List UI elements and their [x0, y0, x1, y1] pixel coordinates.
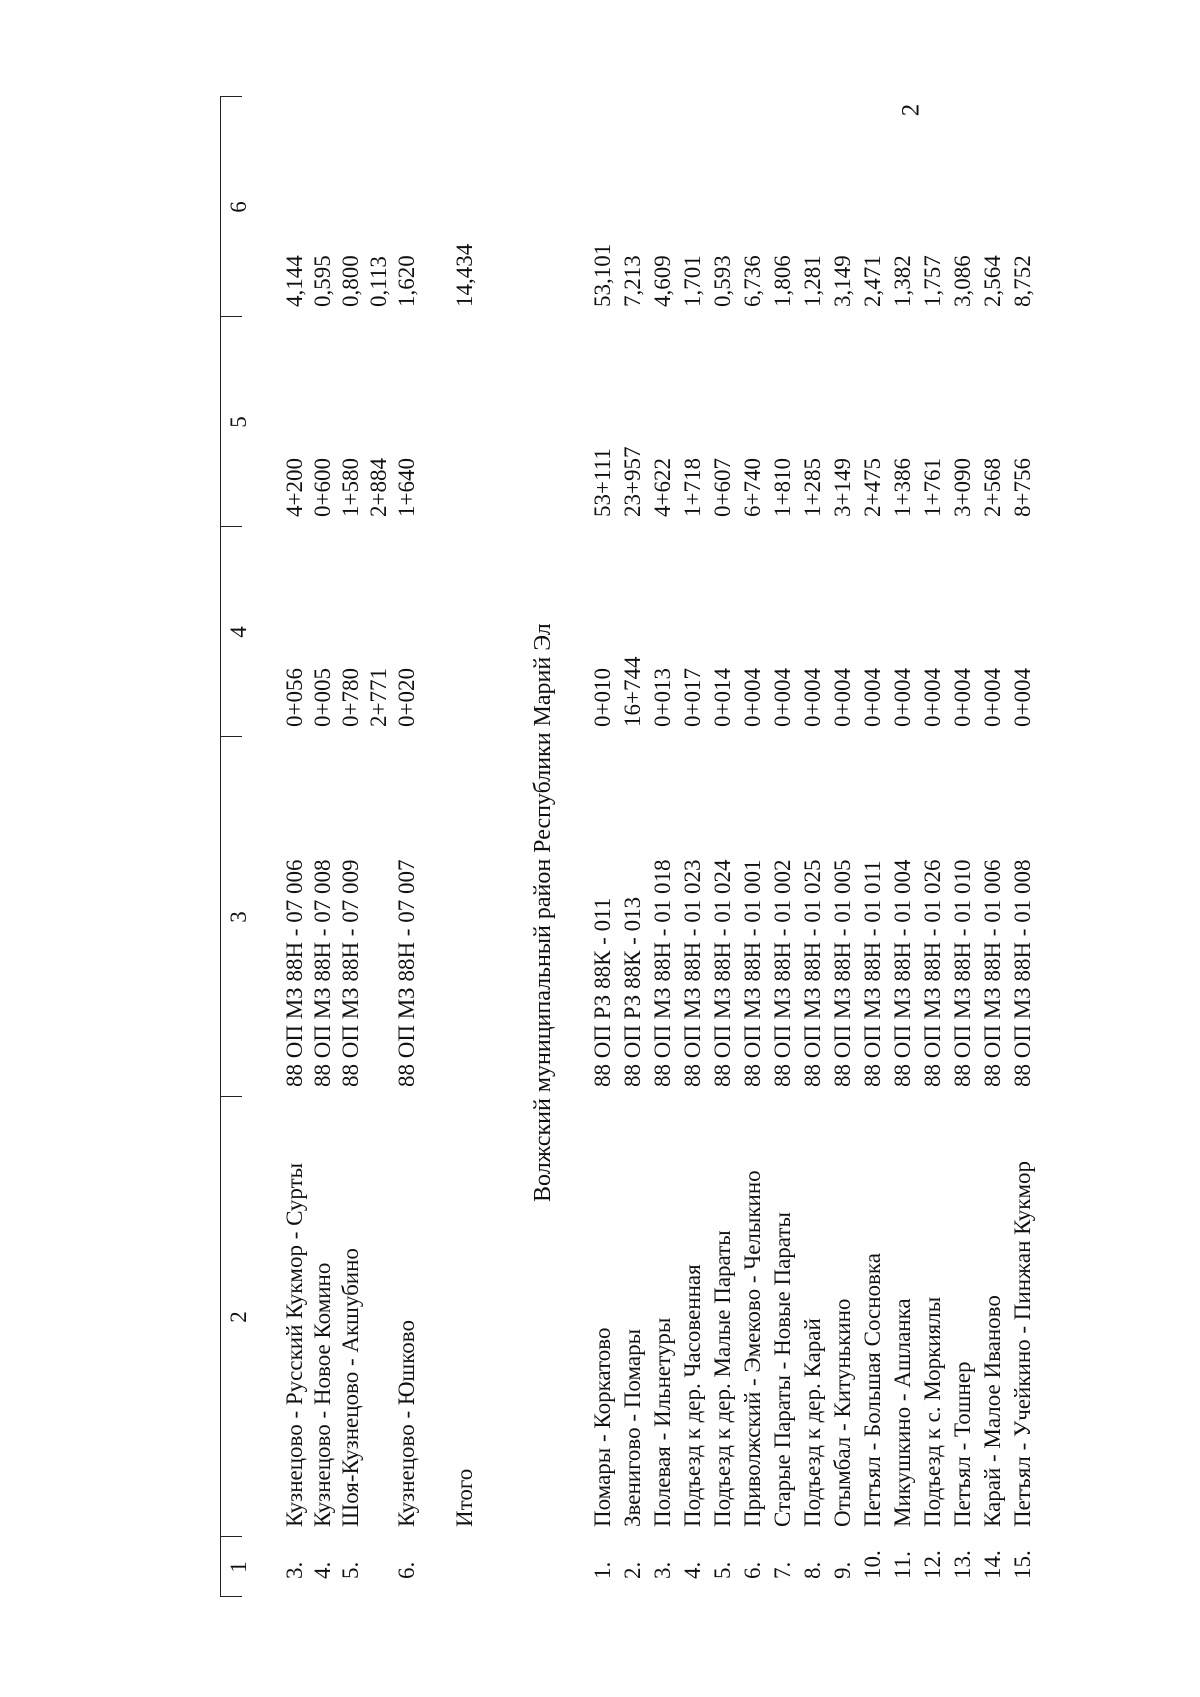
row-number: 2. [620, 1561, 645, 1579]
road-code: 88 ОП МЗ 88Н - 07 008 [310, 859, 335, 1087]
table-row [738, 97, 768, 1597]
row-number: 5. [710, 1561, 735, 1579]
end-km: 0+600 [310, 458, 335, 517]
table-row [858, 97, 888, 1597]
table-row [280, 97, 310, 1597]
road-code: 88 ОП МЗ 88Н - 07 006 [282, 859, 307, 1087]
table-row [948, 97, 978, 1597]
start-km: 0+005 [310, 668, 335, 727]
road-name: Микушкино - Ашланка [890, 1298, 915, 1527]
road-code: 88 ОП РЗ 88К - 011 [590, 897, 615, 1087]
road-code: 88 ОП МЗ 88Н - 01 006 [980, 859, 1005, 1087]
road-code: 88 ОП МЗ 88Н - 01 011 [860, 860, 885, 1087]
table-row [978, 97, 1008, 1597]
table-row [336, 97, 366, 1597]
start-km: 0+004 [860, 668, 885, 727]
road-name: Приволжский - Эмеково - Челыкино [740, 1170, 765, 1527]
start-km: 0+010 [590, 668, 615, 727]
end-km: 1+761 [920, 458, 945, 517]
row-number: 6. [394, 1561, 419, 1579]
road-name: Подъезд к с. Моркиялы [920, 1296, 945, 1527]
start-km: 2+771 [366, 668, 391, 727]
column-header: 3 [226, 911, 251, 923]
row-number: 11. [890, 1551, 915, 1579]
length-km: 0,113 [366, 256, 391, 307]
end-km: 4+622 [650, 458, 675, 517]
row-number: 10. [860, 1550, 885, 1579]
row-number: 15. [1010, 1550, 1035, 1579]
length-km: 1,620 [394, 255, 419, 307]
end-km: 53+111 [590, 448, 615, 517]
start-km: 0+056 [282, 668, 307, 727]
length-km: 1,382 [890, 255, 915, 307]
road-name: Отымбал - Китунькино [830, 1298, 855, 1527]
end-km: 1+810 [770, 458, 795, 517]
row-number: 14. [980, 1550, 1005, 1579]
road-name: Подъезд к дер. Часовенная [680, 1264, 705, 1527]
end-km: 1+580 [338, 458, 363, 517]
end-km: 1+718 [680, 458, 705, 517]
start-km: 0+004 [980, 668, 1005, 727]
road-name: Помары - Коркатово [590, 1327, 615, 1527]
column-header: 5 [226, 416, 251, 428]
road-name: Старые Параты - Новые Параты [770, 1212, 795, 1527]
end-km: 2+884 [366, 458, 391, 517]
itogo-value: 14,434 [452, 243, 477, 307]
length-km: 1,757 [920, 255, 945, 307]
road-code: 88 ОП МЗ 88Н - 01 008 [1010, 859, 1035, 1087]
start-km: 0+004 [800, 668, 825, 727]
road-code: 88 ОП МЗ 88Н - 07 009 [338, 859, 363, 1087]
road-name: Петъял - Тошнер [950, 1361, 975, 1527]
road-code: 88 ОП МЗ 88Н - 01 025 [800, 859, 825, 1087]
start-km: 0+004 [1010, 668, 1035, 727]
table-row [768, 97, 798, 1597]
length-km: 1,281 [800, 255, 825, 307]
row-number: 4. [680, 1561, 705, 1579]
row-number: 3. [650, 1561, 675, 1579]
rotated-table [220, 97, 1140, 1597]
start-km: 0+780 [338, 668, 363, 727]
start-km: 0+004 [890, 668, 915, 727]
end-km: 0+607 [710, 458, 735, 517]
column-divider [220, 526, 242, 527]
column-header: 2 [226, 1311, 251, 1323]
column-header: 4 [226, 626, 251, 638]
road-code: 88 ОП МЗ 88Н - 01 002 [770, 859, 795, 1087]
end-km: 2+475 [860, 458, 885, 517]
row-number: 12. [920, 1550, 945, 1579]
table-row [364, 97, 394, 1597]
road-code: 88 ОП МЗ 88Н - 07 007 [394, 859, 419, 1087]
road-name: Подъезд к дер. Малые Параты [710, 1230, 735, 1527]
column-divider [220, 96, 242, 97]
column-divider [220, 1596, 242, 1597]
start-km: 0+013 [650, 668, 675, 727]
road-name: Кузнецово - Русский Кукмор - Сурты [282, 1162, 307, 1527]
end-km: 3+090 [950, 458, 975, 517]
road-code: 88 ОП МЗ 88Н - 01 010 [950, 859, 975, 1087]
length-km: 3,149 [830, 255, 855, 307]
length-km: 1,806 [770, 255, 795, 307]
start-km: 0+014 [710, 668, 735, 727]
length-km: 6,736 [740, 255, 765, 307]
road-name: Кузнецово - Юшково [394, 1320, 419, 1527]
length-km: 0,800 [338, 255, 363, 307]
end-km: 1+386 [890, 458, 915, 517]
road-name: Петъял - Большая Сосновка [860, 1253, 885, 1527]
table-row [648, 97, 678, 1597]
road-code: 88 ОП МЗ 88Н - 01 018 [650, 859, 675, 1087]
table-row [708, 97, 738, 1597]
table-row [392, 97, 422, 1597]
table-row [678, 97, 708, 1597]
length-km: 0,595 [310, 255, 335, 307]
road-code: 88 ОП МЗ 88Н - 01 001 [740, 859, 765, 1087]
row-number: 5. [338, 1561, 363, 1579]
row-number: 3. [282, 1561, 307, 1579]
end-km: 23+957 [620, 446, 645, 517]
start-km: 0+004 [770, 668, 795, 727]
column-divider [220, 1536, 242, 1537]
row-number: 7. [770, 1561, 795, 1579]
table-row [918, 97, 948, 1597]
length-km: 7,213 [620, 255, 645, 307]
column-header: 6 [226, 201, 251, 213]
length-km: 2,471 [860, 255, 885, 307]
length-km: 53,101 [590, 243, 615, 307]
start-km: 0+017 [680, 668, 705, 727]
road-name: Полевая - Ильнетуры [650, 1317, 675, 1527]
itogo-label: Итого [452, 1468, 477, 1527]
column-divider [220, 316, 242, 317]
end-km: 3+149 [830, 458, 855, 517]
length-km: 4,144 [282, 255, 307, 307]
table-row [308, 97, 338, 1597]
road-code: 88 ОП МЗ 88Н - 01 026 [920, 859, 945, 1087]
end-km: 1+285 [800, 458, 825, 517]
page-number: 2 [897, 103, 925, 117]
road-code: 88 ОП МЗ 88Н - 01 004 [890, 859, 915, 1087]
length-km: 3,086 [950, 255, 975, 307]
row-number: 4. [310, 1561, 335, 1579]
end-km: 6+740 [740, 458, 765, 517]
section-title: Волжский муниципальный район Республики Марий Эл [530, 623, 556, 1202]
table-row [828, 97, 858, 1597]
row-number: 13. [950, 1550, 975, 1579]
table-row [888, 97, 918, 1597]
road-name: Шоя-Кузнецово - Акшубино [338, 1248, 363, 1527]
end-km: 8+756 [1010, 458, 1035, 517]
column-divider [220, 1096, 242, 1097]
length-km: 2,564 [980, 255, 1005, 307]
table-row [1008, 97, 1038, 1597]
road-name: Звенигово - Помары [620, 1328, 645, 1527]
road-code: 88 ОП МЗ 88Н - 01 005 [830, 859, 855, 1087]
row-number: 8. [800, 1561, 825, 1579]
length-km: 1,701 [680, 255, 705, 307]
length-km: 0,593 [710, 255, 735, 307]
end-km: 1+640 [394, 458, 419, 517]
table-row [588, 97, 618, 1597]
road-name: Подъезд к дер. Карай [800, 1318, 825, 1527]
start-km: 0+004 [740, 668, 765, 727]
start-km: 0+004 [920, 668, 945, 727]
start-km: 0+004 [830, 668, 855, 727]
start-km: 0+020 [394, 668, 419, 727]
end-km: 4+200 [282, 458, 307, 517]
length-km: 8,752 [1010, 255, 1035, 307]
road-name: Петъял - Учейкино - Пинжан Кукмор [1010, 1160, 1035, 1527]
table-row [618, 97, 648, 1597]
table-row [798, 97, 828, 1597]
table-top-rule [220, 97, 221, 1597]
row-number: 1. [590, 1561, 615, 1579]
start-km: 0+004 [950, 668, 975, 727]
row-number: 6. [740, 1561, 765, 1579]
column-divider [220, 736, 242, 737]
end-km: 2+568 [980, 458, 1005, 517]
road-name: Кузнецово - Новое Комино [310, 1262, 335, 1527]
start-km: 16+744 [620, 656, 645, 727]
column-header: 1 [226, 1561, 251, 1573]
road-code: 88 ОП МЗ 88Н - 01 023 [680, 859, 705, 1087]
length-km: 4,609 [650, 255, 675, 307]
road-name: Карай - Малое Иваново [980, 1295, 1005, 1527]
road-code: 88 ОП МЗ 88Н - 01 024 [710, 859, 735, 1087]
row-number: 9. [830, 1561, 855, 1579]
road-code: 88 ОП РЗ 88К - 013 [620, 896, 645, 1087]
